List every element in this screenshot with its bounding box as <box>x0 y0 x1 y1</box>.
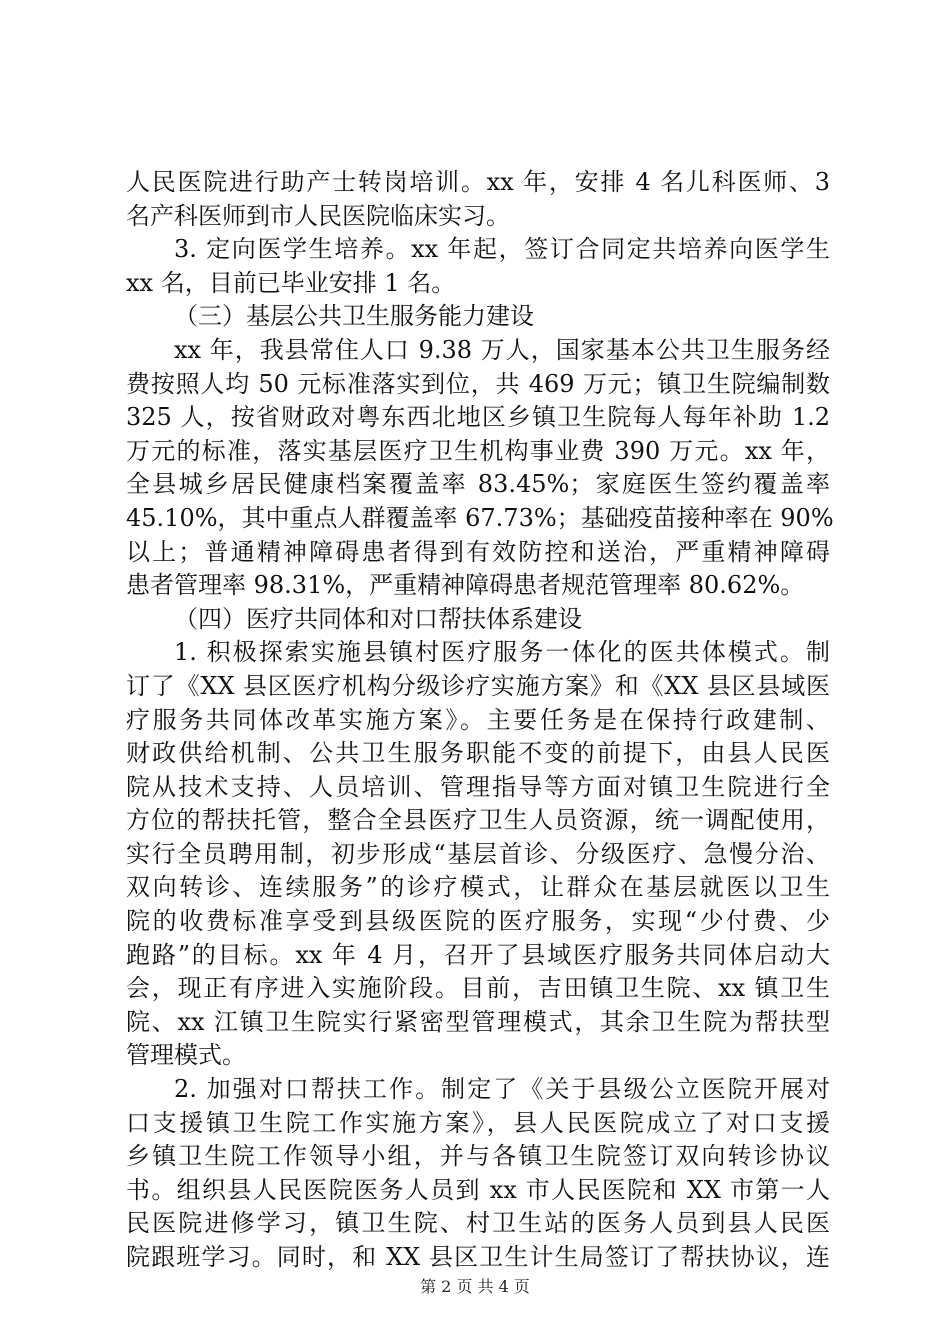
text-line: 万元的标准，落实基层医疗卫生机构事业费 390 万元。xx 年， <box>126 436 830 465</box>
text-line: 订了《XX 县区医疗机构分级诊疗实施方案》和《XX 县区县域医 <box>126 671 830 700</box>
text-line: 财政供给机制、公共卫生服务职能不变的前提下，由县人民医 <box>126 739 830 768</box>
text-line: 院跟班学习。同时，和 XX 县区卫生计生局签订了帮扶协议，连 <box>126 1243 830 1271</box>
text-line: 会，现正有序进入实施阶段。目前，吉田镇卫生院、xx 镇卫生 <box>126 974 830 1003</box>
text-line: 实行全员聘用制，初步形成“基层首诊、分级医疗、急慢分治、 <box>126 839 830 868</box>
text-line: 乡镇卫生院工作领导小组，并与各镇卫生院签订双向转诊协议 <box>126 1142 830 1171</box>
document-body <box>126 166 834 1275</box>
text-line: 以上；普通精神障碍患者得到有效防控和送治，严重精神障碍 <box>126 537 830 566</box>
text-line: 院从技术支持、人员培训、管理指导等方面对镇卫生院进行全 <box>126 772 830 801</box>
text-line: 方位的帮扶托管，整合全县医疗卫生人员资源，统一调配使用， <box>126 806 830 835</box>
text-line: 书。组织县人民医院医务人员到 xx 市人民医院和 XX 市第一人 <box>126 1175 830 1204</box>
section-heading: （三）基层公共卫生服务能力建设 <box>174 302 534 331</box>
section-heading: （四）医疗共同体和对口帮扶体系建设 <box>174 604 582 633</box>
text-line: 全县城乡居民健康档案覆盖率 83.45%；家庭医生签约覆盖率 <box>126 470 830 499</box>
text-line: 患者管理率 98.31%，严重精神障碍患者规范管理率 80.62%。 <box>126 571 805 600</box>
text-line: xx 名，目前已毕业安排 1 名。 <box>126 268 456 297</box>
text-line: 口支援镇卫生院工作实施方案》，县人民医院成立了对口支援 <box>126 1108 830 1137</box>
text-line: 1. 积极探索实施县镇村医疗服务一体化的医共体模式。制 <box>174 638 830 667</box>
text-line: 3. 定向医学生培养。xx 年起，签订合同定共培养向医学生 <box>174 235 830 264</box>
text-line: 2. 加强对口帮扶工作。制定了《关于县级公立医院开展对 <box>174 1075 830 1104</box>
text-line: 325 人，按省财政对粤东西北地区乡镇卫生院每人每年补助 1.2 <box>126 403 830 432</box>
text-line: 管理模式。 <box>126 1041 246 1070</box>
page-footer: 第 2 页 共 4 页 <box>420 1277 530 1296</box>
text-line: 费按照人均 50 元标准落实到位，共 469 万元；镇卫生院编制数 <box>126 369 830 398</box>
text-line: 院的收费标准享受到县级医院的医疗服务，实现“少付费、少 <box>126 907 830 936</box>
text-line: 跑路”的目标。xx 年 4 月，召开了县域医疗服务共同体启动大 <box>126 940 830 969</box>
text-line: 院、xx 江镇卫生院实行紧密型管理模式，其余卫生院为帮扶型 <box>126 1007 830 1036</box>
text-line: 民医院进修学习，镇卫生院、村卫生站的医务人员到县人民医 <box>126 1209 830 1238</box>
text-line: xx 年，我县常住人口 9.38 万人，国家基本公共卫生服务经 <box>174 335 830 364</box>
text-line: 人民医院进行助产士转岗培训。xx 年，安排 4 名儿科医师、3 <box>126 168 830 196</box>
text-line: 名产科医师到市人民医院临床实习。 <box>126 201 510 230</box>
text-line: 45.10%，其中重点人群覆盖率 67.73%；基础疫苗接种率在 90% <box>126 503 834 532</box>
text-line: 双向转诊、连续服务”的诊疗模式，让群众在基层就医以卫生 <box>126 873 830 902</box>
text-line: 疗服务共同体改革实施方案》。主要任务是在保持行政建制、 <box>126 705 830 734</box>
